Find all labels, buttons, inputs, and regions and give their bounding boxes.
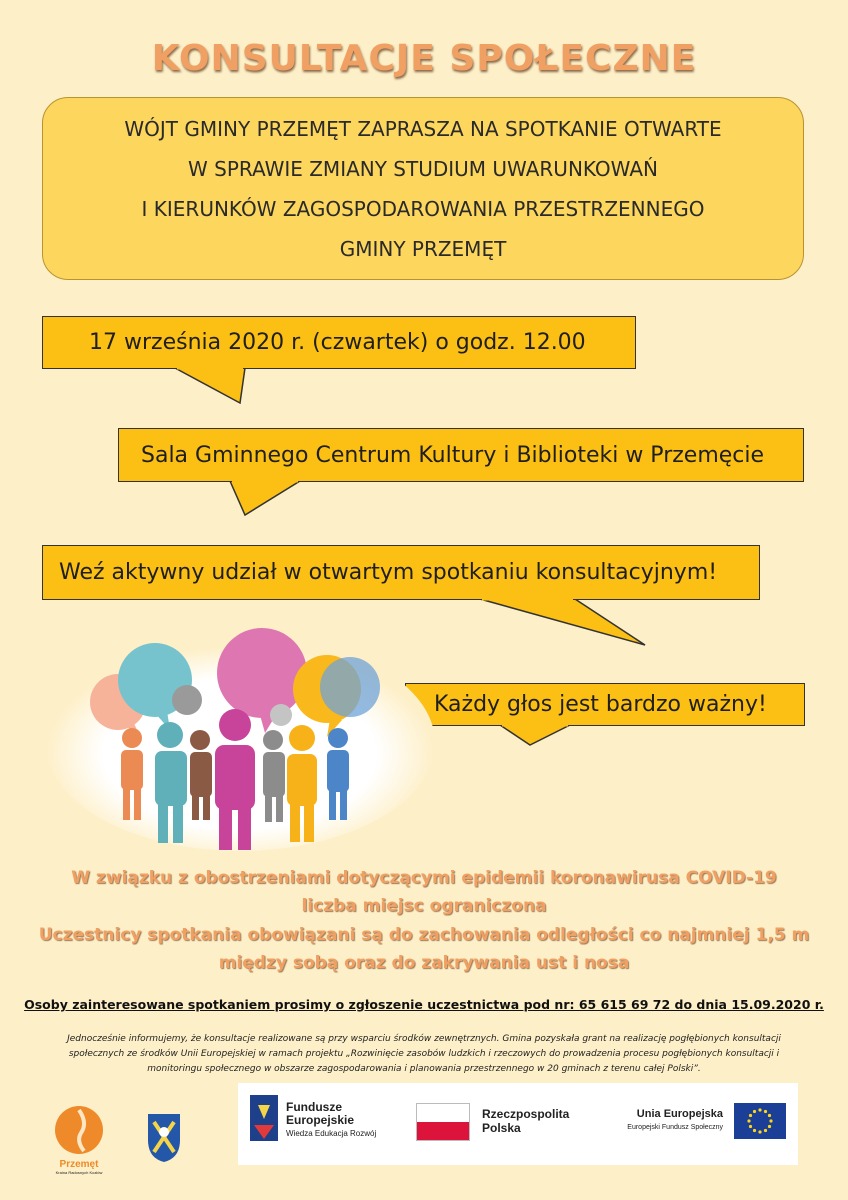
covid-notice-line: między sobą oraz do zakrywania ust i nosa xyxy=(218,953,630,973)
invitation-line: WÓJT GMINY PRZEMĘT ZAPRASZA NA SPOTKANIE OTWARTE xyxy=(124,116,722,141)
slogan-text: Każdy głos jest bardzo ważny! xyxy=(434,692,767,717)
funding-logos-bar xyxy=(238,1083,798,1165)
przemet-logo-icon xyxy=(48,1105,110,1155)
coat-of-arms-icon xyxy=(146,1110,182,1164)
page-title: KONSULTACJE SPOŁECZNE xyxy=(151,38,697,79)
fundusze-europejskie-icon xyxy=(250,1095,278,1141)
przemet-logo-name: Przemęt xyxy=(59,1159,99,1170)
invitation-line: I KIERUNKÓW ZAGOSPODAROWANIA PRZESTRZENNEGO xyxy=(141,196,705,221)
covid-notice-line: W związku z obostrzeniami dotyczącymi epidemii koronawirusa COVID-19 xyxy=(71,868,777,888)
przemet-logo xyxy=(48,1105,110,1175)
date-text: 17 września 2020 r. (czwartek) o godz. 12.00 xyxy=(89,330,586,355)
people-speech-illustration xyxy=(45,625,435,855)
rp-line2: Polska xyxy=(482,1121,521,1135)
cta-text: Weź aktywny udział w otwartym spotkaniu konsultacyjnym! xyxy=(59,560,718,585)
eu-flag-icon xyxy=(734,1103,786,1139)
covid-notice-line: Uczestnicy spotkania obowiązani są do zachowania odległości co najmniej 1,5 m xyxy=(38,925,810,945)
covid-notice-line: liczba miejsc ograniczona xyxy=(301,896,547,916)
rp-line1: Rzeczpospolita xyxy=(482,1107,570,1121)
fe-line2: Europejskie xyxy=(286,1113,355,1127)
fe-line1: Fundusze xyxy=(286,1100,342,1114)
invitation-line: GMINY PRZEMĘT xyxy=(339,236,507,261)
speech-bubble-icon xyxy=(270,704,292,726)
funding-info: Jednocześnie informujemy, że konsultacje realizowane są przy wsparciu środków zewnętrznych. Gmina pozyskała grant na realizację pogłębionych konsultacji społecznych ze środków Unii Europejskiej w ramach projektu „Rozwinięcie zasobów ludzkich i rzeczowych do prowadzenia procesu pogłębionych konsultacji i monitoringu społecznego w obszarze zagospodarowania i planowania przestrzennego w 20 gminach z terenu całej Polski”. xyxy=(67,1034,781,1074)
venue-text: Sala Gminnego Centrum Kultury i Biblioteki w Przemęcie xyxy=(141,442,765,468)
fe-sub: Wiedza Edukacja Rozwój xyxy=(286,1129,377,1138)
invitation-line: W SPRAWIE ZMIANY STUDIUM UWARUNKOWAŃ xyxy=(188,156,658,181)
contact-info: Osoby zainteresowane spotkaniem prosimy o zgłoszenie uczestnictwa pod nr: 65 615 69 72 do dnia 15.09.2020 r. xyxy=(24,997,824,1012)
speech-bubble-icon xyxy=(172,685,202,715)
polish-flag-icon xyxy=(416,1103,470,1141)
eu-sub: Europejski Fundusz Społeczny xyxy=(627,1124,723,1131)
eu-line1: Unia Europejska xyxy=(636,1108,723,1120)
przemet-logo-sub: Kraina Radosnych Kozłów xyxy=(55,1170,103,1175)
